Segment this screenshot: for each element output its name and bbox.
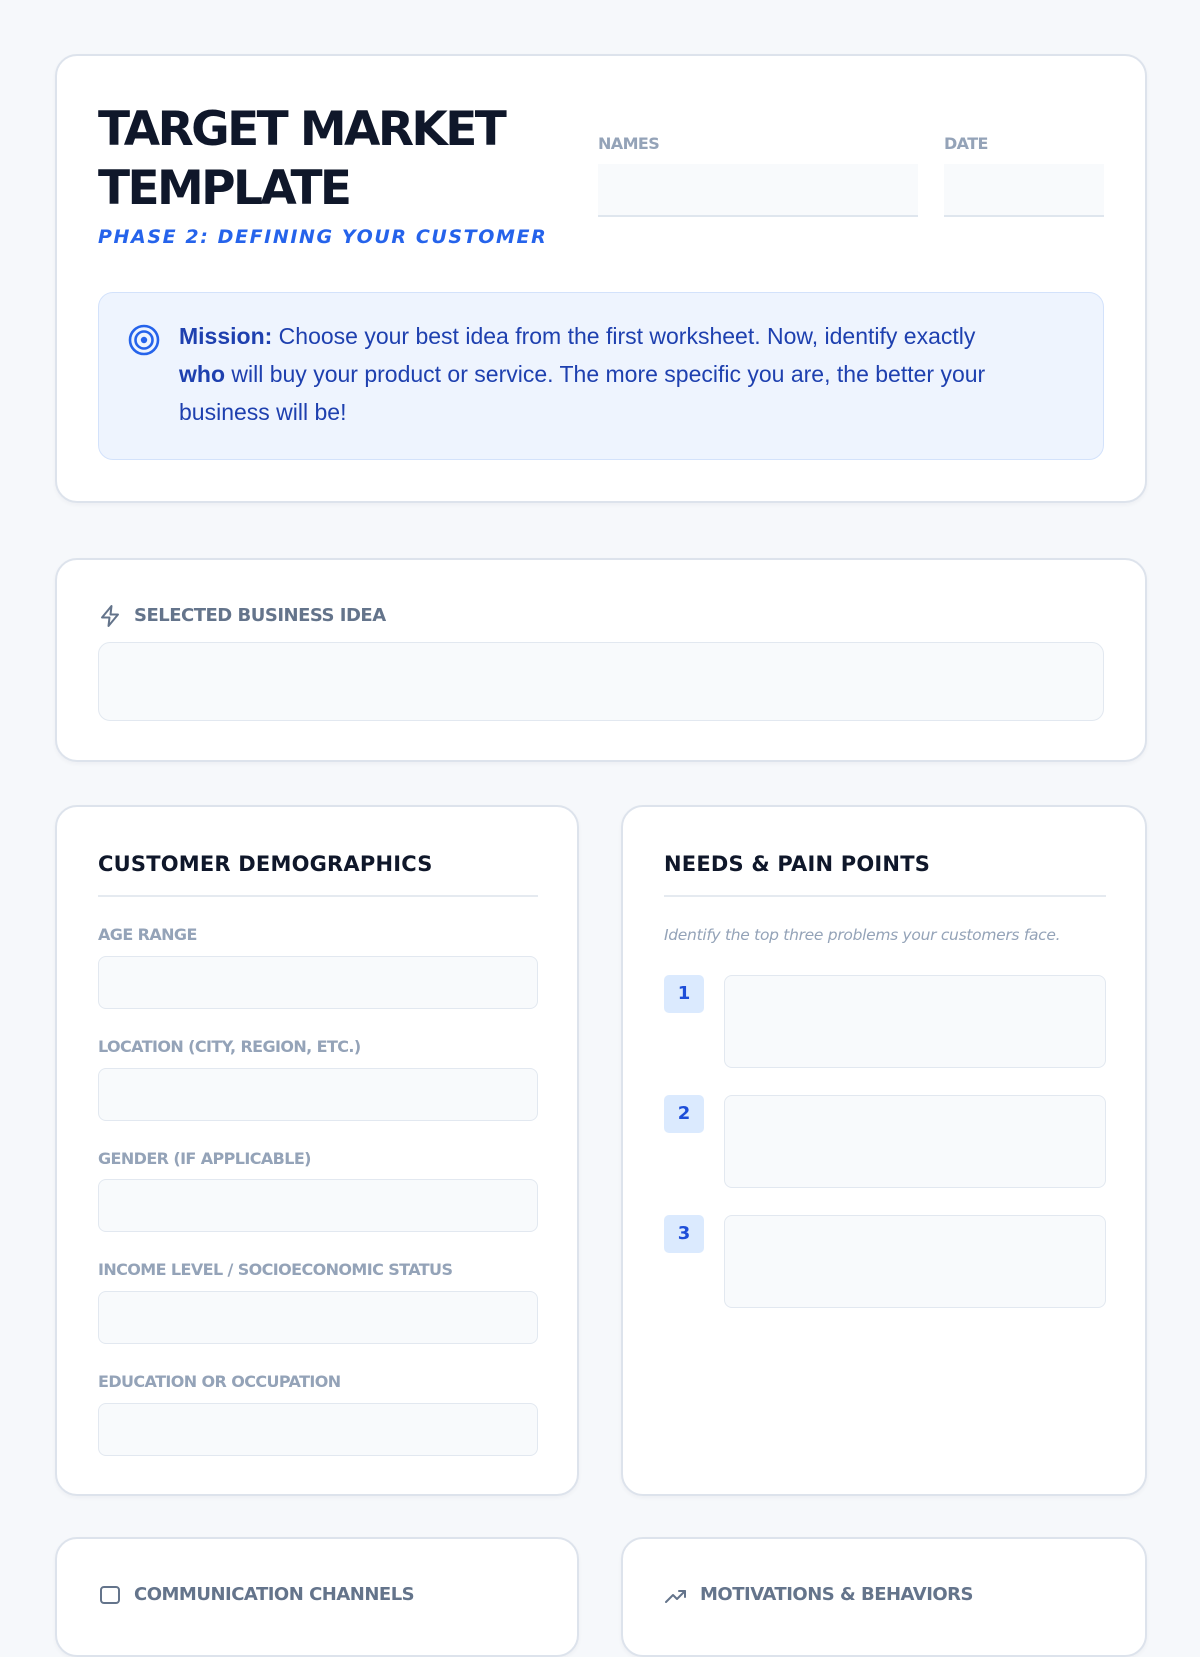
page-subtitle: PHASE 2: DEFINING YOUR CUSTOMER (98, 226, 548, 248)
page-title (98, 100, 504, 218)
gender-label: GENDER (IF APPLICABLE) (98, 1149, 311, 1168)
demographics-title: CUSTOMER DEMOGRAPHICS (98, 852, 433, 876)
needs-divider (664, 895, 1106, 897)
target-icon (127, 323, 161, 357)
communication-channels-card (55, 1537, 579, 1657)
pain-point-number-2: 2 (664, 1095, 704, 1133)
pain-point-number-1: 1 (664, 975, 704, 1013)
gender-input[interactable] (98, 1179, 538, 1232)
mission-text-3: business will be! (179, 399, 347, 425)
motivations-card (621, 1537, 1147, 1657)
header-card (55, 54, 1147, 503)
education-label: EDUCATION OR OCCUPATION (98, 1372, 341, 1391)
location-input[interactable] (98, 1068, 538, 1121)
mission-lead: Mission: (179, 323, 273, 349)
demographics-divider (98, 895, 538, 897)
pain-point-input-2[interactable] (724, 1095, 1106, 1188)
age-range-label: AGE RANGE (98, 925, 197, 944)
business-idea-label: SELECTED BUSINESS IDEA (134, 605, 386, 626)
needs-hint: Identify the top three problems your customers face. (664, 926, 1061, 944)
needs-title: NEEDS & PAIN POINTS (664, 852, 931, 876)
date-field[interactable] (944, 164, 1104, 217)
names-label: NAMES (598, 134, 660, 153)
pain-point-number-3: 3 (664, 1215, 704, 1253)
business-idea-card (55, 558, 1147, 762)
names-field[interactable] (598, 164, 918, 217)
trending-up-icon (664, 1583, 688, 1607)
page-title-line-1: TARGET MARKET (98, 102, 505, 157)
communication-channels-label: COMMUNICATION CHANNELS (134, 1584, 415, 1605)
page-title-line-2: TEMPLATE (98, 161, 350, 216)
location-label: LOCATION (CITY, REGION, ETC.) (98, 1037, 361, 1056)
pain-point-input-1[interactable] (724, 975, 1106, 1068)
age-range-input[interactable] (98, 956, 538, 1009)
demographics-card (55, 805, 579, 1496)
pain-point-input-3[interactable] (724, 1215, 1106, 1308)
date-label: DATE (944, 134, 988, 153)
motivations-label: MOTIVATIONS & BEHAVIORS (700, 1584, 974, 1605)
mission-box (98, 292, 1104, 460)
mission-text (179, 317, 1089, 431)
business-idea-input[interactable] (98, 642, 1104, 721)
chat-bubble-icon (98, 1583, 122, 1607)
mission-emphasis: who (179, 361, 225, 387)
income-input[interactable] (98, 1291, 538, 1344)
income-label: INCOME LEVEL / SOCIOECONOMIC STATUS (98, 1260, 453, 1279)
lightning-icon (98, 604, 122, 628)
mission-text-2: will buy your product or service. The more specific you are, the better your (231, 361, 986, 387)
mission-text-1: Choose your best idea from the first worksheet. Now, identify exactly (278, 323, 976, 349)
needs-card (621, 805, 1147, 1496)
education-input[interactable] (98, 1403, 538, 1456)
